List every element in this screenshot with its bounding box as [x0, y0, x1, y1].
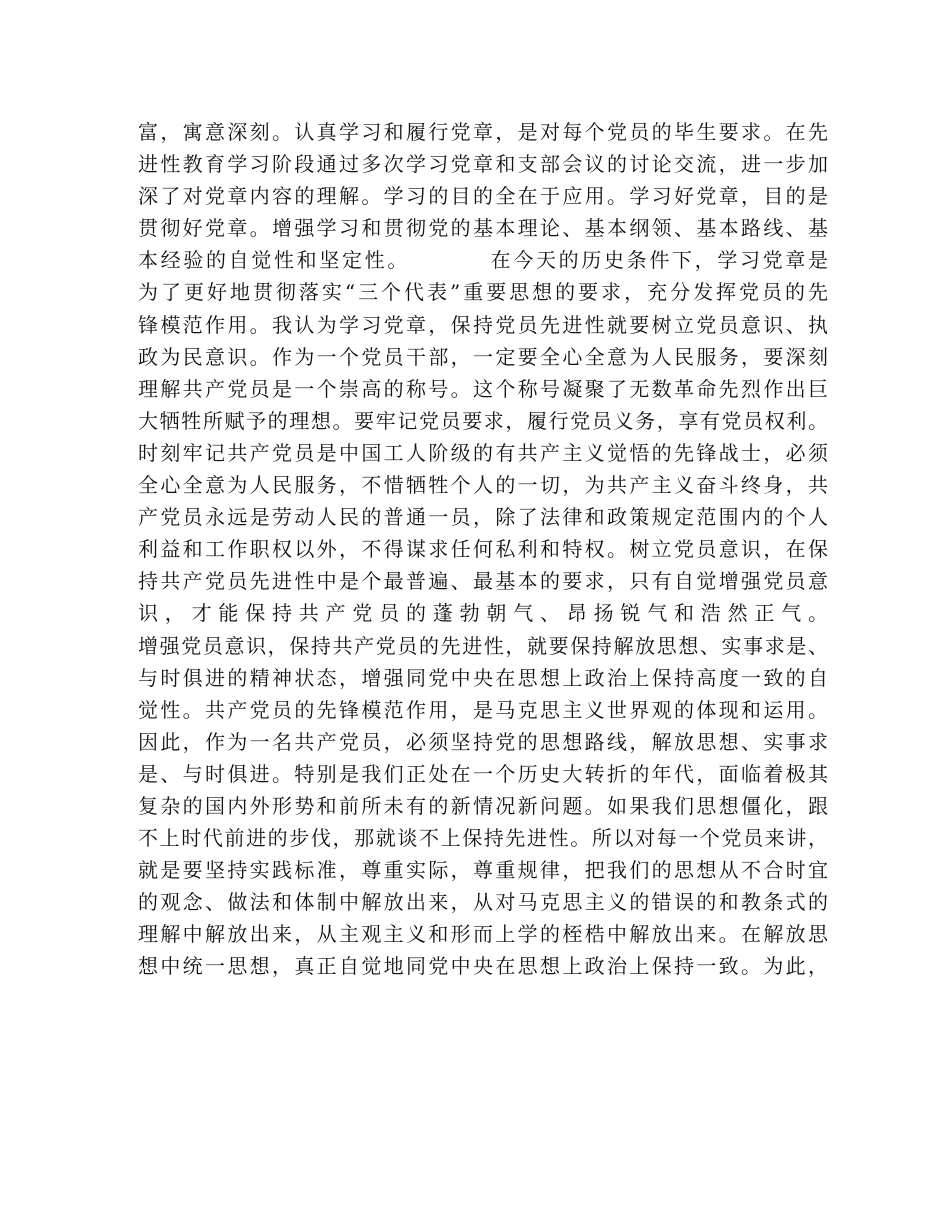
text-line: 不上时代前进的步伐，那就谈不上保持先进性。所以对每一个党员来讲， — [138, 826, 828, 851]
body-text — [138, 116, 828, 983]
text-line: 本经验的自觉性和坚定性。 在今天的历史条件下，学习党章是 — [138, 248, 828, 273]
text-line: 理解共产党员是一个崇高的称号。这个称号凝聚了无数革命先烈作出巨 — [138, 376, 828, 401]
text-line: 利益和工作职权以外，不得谋求任何私利和特权。树立党员意识，在保 — [138, 537, 828, 562]
text-line: 全心全意为人民服务，不惜牺牲个人的一切，为共产主义奋斗终身，共 — [138, 473, 828, 498]
text-line: 进性教育学习阶段通过多次学习党章和支部会议的讨论交流，进一步加 — [138, 152, 828, 177]
text-line: 大牺牲所赋予的理想。要牢记党员要求，履行党员义务，享有党员权利。 — [138, 408, 828, 433]
text-line: 的观念、做法和体制中解放出来，从对马克思主义的错误的和教条式的 — [138, 890, 828, 915]
text-line: 贯彻好党章。增强学习和贯彻党的基本理论、基本纲领、基本路线、基 — [138, 216, 828, 241]
text-line: 政为民意识。作为一个党员干部，一定要全心全意为人民服务，要深刻 — [138, 344, 828, 369]
text-line: 识，才能保持共产党员的蓬勃朝气、昂扬锐气和浩然正气。 — [138, 601, 828, 626]
text-line: 与时俱进的精神状态，增强同党中央在思想上政治上保持高度一致的自 — [138, 665, 828, 690]
text-line: 富，寓意深刻。认真学习和履行党章，是对每个党员的毕生要求。在先 — [138, 120, 828, 144]
text-line: 为了更好地贯彻落实“三个代表”重要思想的要求，充分发挥党员的先 — [138, 280, 828, 305]
text-line: 锋模范作用。我认为学习党章，保持党员先进性就要树立党员意识、执 — [138, 312, 828, 337]
text-line: 想中统一思想，真正自觉地同党中央在思想上政治上保持一致。为此， — [138, 954, 828, 979]
text-line: 增强党员意识，保持共产党员的先进性，就要保持解放思想、实事求是、 — [138, 633, 828, 658]
text-line: 理解中解放出来，从主观主义和形而上学的桎梏中解放出来。在解放思 — [138, 922, 828, 947]
text-line: 持共产党员先进性中是个最普遍、最基本的要求，只有自觉增强党员意 — [138, 569, 828, 594]
text-line: 时刻牢记共产党员是中国工人阶级的有共产主义觉悟的先锋战士，必须 — [138, 440, 828, 465]
text-line: 产党员永远是劳动人民的普通一员，除了法律和政策规定范围内的个人 — [138, 505, 828, 530]
text-line: 因此，作为一名共产党员，必须坚持党的思想路线，解放思想、实事求 — [138, 729, 828, 754]
text-line: 就是要坚持实践标准，尊重实际，尊重规律，把我们的思想从不合时宜 — [138, 858, 828, 883]
text-line: 深了对党章内容的理解。学习的目的全在于应用。学习好党章，目的是 — [138, 184, 828, 209]
text-line: 觉性。共产党员的先锋模范作用，是马克思主义世界观的体现和运用。 — [138, 697, 828, 722]
text-line: 复杂的国内外形势和前所未有的新情况新问题。如果我们思想僵化，跟 — [138, 793, 828, 818]
text-line: 是、与时俱进。特别是我们正处在一个历史大转折的年代，面临着极其 — [138, 761, 828, 786]
